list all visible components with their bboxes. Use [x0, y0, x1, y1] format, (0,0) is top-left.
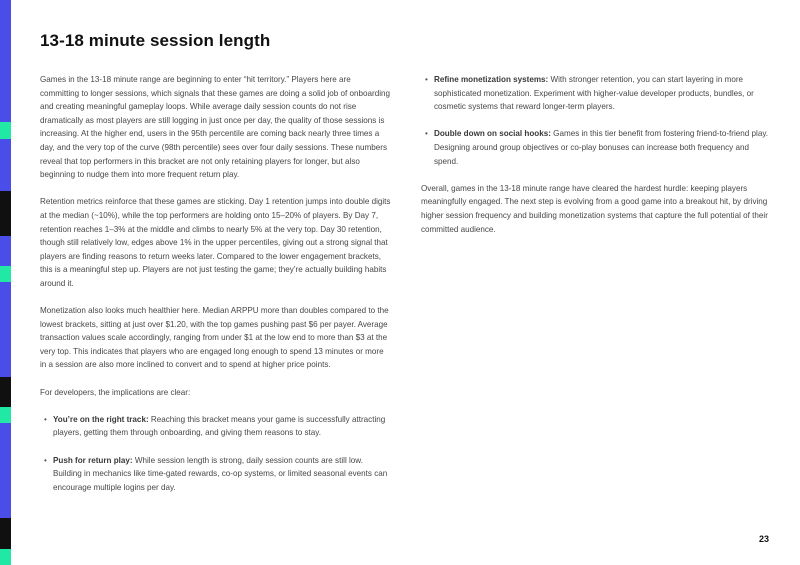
stripe-segment: [0, 282, 11, 377]
stripe-segment: [0, 549, 11, 565]
list-item: [421, 73, 773, 114]
paragraph-conclusion: Overall, games in the 13-18 minute range have cleared the hardest hurdle: keeping players meaningfully engaged. The next step is evolving from a good game into a breakout hit, by driving higher session frequency and building monetization systems that capture the full potential of their committed audience.: [421, 183, 768, 234]
list-item: [40, 413, 392, 440]
stripe-segment: [0, 236, 11, 266]
bullet-label: Refine monetization systems:: [434, 75, 549, 84]
paragraph-retention: Retention metrics reinforce that these games are sticking. Day 1 retention jumps into double digits at the median (~10%), while the top performers are holding onto 15–20% of players. By Day 7, retention reaches 1–3% at the middle and climbs to nearly 5% at the very top. Day 30 retention, though still relatively low, edges above 1% in the upper percentiles, giving out a strong signal that players are finding reasons to return weeks later. Compared to the lower engagement brackets, this is a meaningful step up. Players are not just testing the game; they’re actually building habits around it.: [40, 197, 391, 288]
implications-list-continued: [421, 73, 773, 168]
paragraph-implications-intro: For developers, the implications are clear:: [40, 387, 191, 397]
left-column: [40, 73, 392, 508]
list-item: [421, 127, 773, 168]
paragraph-session-overview: Games in the 13-18 minute range are beginning to enter “hit territory.” Players here are committing to longer sessions, which signals that these games are doing a solid job of onboarding and creating meaningful gameplay loops. While average daily session counts do not rise dramatically as most players are still logging in just once per day, the quality of those sessions is increasing. At the higher end, users in the 95th percentile are coming back nearly three times a day, and the very top of the curve (98th percentile) sees over four daily sessions. These numbers reveal that top performers in this bracket are not only retaining players for longer, but also beginning to nudge them into more frequent return play.: [40, 75, 391, 180]
stripe-segment: [0, 266, 11, 282]
list-item: [40, 454, 392, 495]
bullet-text: While session length is strong, daily session counts are still low. Building in mechanics like time-gated rewards, co-op systems, or limited seasonal events can encourage multiple logins per day.: [53, 455, 388, 492]
bullet-text: Reaching this bracket means your game is successfully attracting players, getting them through onboarding, and giving them reasons to stay.: [53, 414, 386, 438]
bullet-text: Games in this tier benefit from fostering friend-to-friend play. Designing around group objectives or co-play bonuses can increase both frequency and spend.: [434, 129, 769, 166]
bullet-label: You’re on the right track:: [53, 414, 149, 424]
stripe-segment: [0, 122, 11, 139]
stripe-segment: [0, 423, 11, 518]
paragraph-monetization: Monetization also looks much healthier here. Median ARPPU more than doubles compared to the lowest brackets, sitting at just over $1.20, with the top games pushing past $6 per payer. Average transaction values scale accordingly, ranging from under $1 at the low end to more than $3 at the very top. This indicates that players who are engaged long enough to spend 13 minutes or more in a session are also more inclined to convert and to spend at higher price points.: [40, 306, 389, 370]
stripe-segment: [0, 191, 11, 236]
stripe-segment: [0, 139, 11, 191]
bullet-label: Double down on social hooks:: [434, 129, 551, 139]
stripe-segment: [0, 377, 11, 407]
stripe-segment: [0, 0, 11, 122]
stripe-segment: [0, 518, 11, 549]
bullet-text: With stronger retention, you can start layering in more sophisticated monetization. Experiment with higher-value developer products, bundles, or cosmetic systems that reward longer-term players.: [434, 75, 754, 112]
page-number: 23: [758, 534, 769, 544]
decorative-side-stripe: [0, 0, 11, 565]
bullet-label: Push for return play:: [53, 455, 133, 465]
stripe-segment: [0, 407, 11, 423]
right-column: [421, 73, 773, 250]
implications-list: [40, 413, 392, 495]
page-title: 13-18 minute session length: [40, 31, 271, 50]
